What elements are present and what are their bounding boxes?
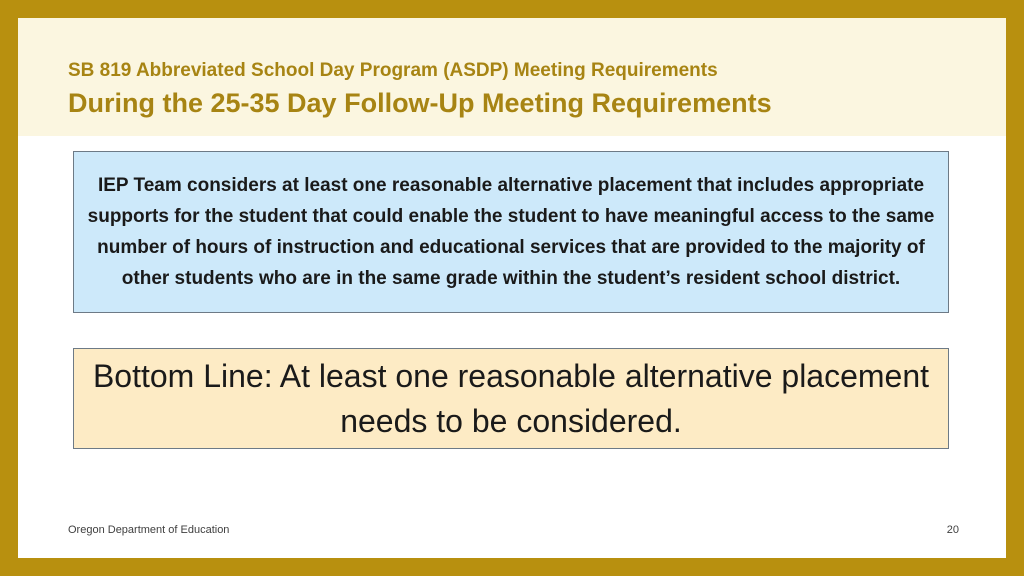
slide-title: During the 25-35 Day Follow-Up Meeting Requirements — [68, 88, 772, 118]
footer-organization: Oregon Department of Education — [68, 524, 230, 536]
page-number: 20 — [946, 524, 959, 536]
bottom-line-box — [73, 348, 949, 449]
header-band — [18, 18, 1006, 136]
requirement-text: IEP Team considers at least one reasonable alternative placement that includes appropriate supports for the student that could enable the student to have meaningful access to the same number of hours of instruction and educational services that are provided to the majority of other students who are in the same grade within the student’s resident school district. — [87, 175, 935, 289]
slide — [18, 18, 1006, 558]
requirement-box — [73, 151, 949, 313]
bottom-line-text: Bottom Line: At least one reasonable alternative placement needs to be considered. — [92, 357, 930, 439]
slide-subtitle: SB 819 Abbreviated School Day Program (ASDP) Meeting Requirements — [68, 60, 718, 81]
